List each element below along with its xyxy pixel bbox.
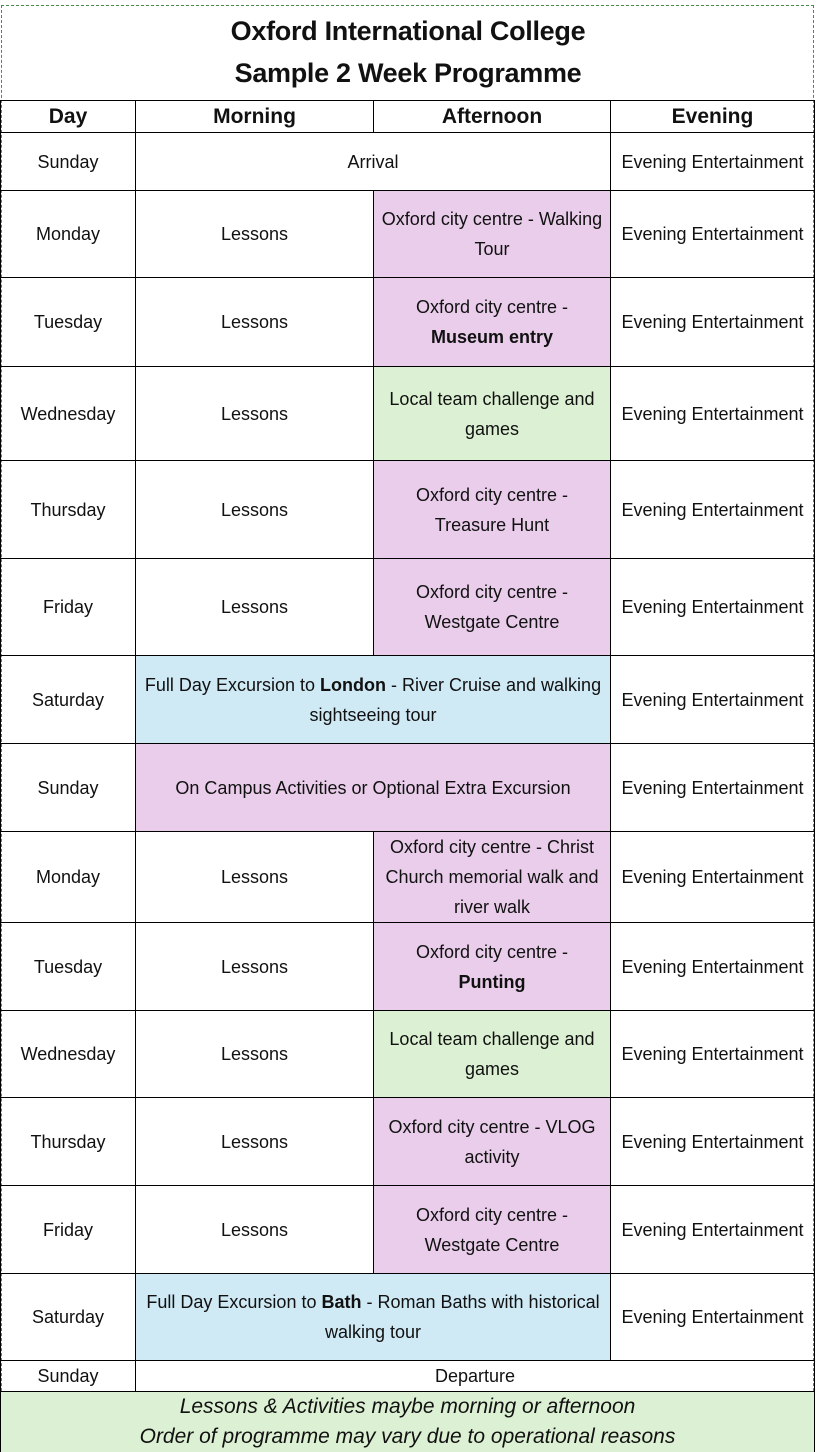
- afternoon-cell: Oxford city centre - Christ Church memorial walk and river walk: [374, 832, 611, 923]
- morning-cell: Lessons: [136, 923, 374, 1011]
- table-row: [1, 656, 815, 744]
- header-afternoon: Afternoon: [374, 101, 611, 133]
- afternoon-cell: [374, 923, 611, 1011]
- evening-cell: Evening Entertainment: [611, 1011, 815, 1098]
- afternoon-cell: Local team challenge and games: [374, 367, 611, 461]
- arrival-cell: Arrival: [136, 133, 611, 191]
- evening-cell: Evening Entertainment: [611, 1098, 815, 1186]
- table-row: [1, 1011, 815, 1098]
- evening-cell: Evening Entertainment: [611, 1274, 815, 1361]
- excursion-text: Full Day Excursion to: [144, 674, 315, 695]
- afternoon-cell: Oxford city centre - Walking Tour: [374, 191, 611, 278]
- day-cell: Monday: [1, 191, 136, 278]
- excursion-destination: Bath: [321, 1292, 362, 1312]
- day-cell: Monday: [1, 832, 136, 923]
- evening-cell: Evening Entertainment: [611, 832, 815, 923]
- evening-cell: Evening Entertainment: [611, 461, 815, 559]
- activities-cell: On Campus Activities or Optional Extra Excursion: [136, 744, 611, 832]
- title-line-2: Sample 2 Week Programme: [234, 58, 582, 88]
- excursion-details: - River Cruise and walking sightseeing tour: [309, 674, 602, 725]
- day-cell: Sunday: [1, 1361, 136, 1392]
- document-title: [0, 10, 816, 94]
- header-row: [1, 101, 815, 133]
- day-cell: Wednesday: [1, 367, 136, 461]
- departure-cell: Departure: [136, 1361, 815, 1392]
- table-row: [1, 923, 815, 1011]
- footer-line-1: Lessons & Activities maybe morning or afternoon: [179, 1395, 636, 1418]
- excursion-cell: [136, 656, 611, 744]
- afternoon-cell: Oxford city centre - VLOG activity: [374, 1098, 611, 1186]
- table-row: [1, 1274, 815, 1361]
- table-row: [1, 1186, 815, 1274]
- afternoon-cell: Oxford city centre - Treasure Hunt: [374, 461, 611, 559]
- table-row: [1, 1361, 815, 1392]
- evening-cell: Evening Entertainment: [611, 1186, 815, 1274]
- evening-cell: Evening Entertainment: [611, 923, 815, 1011]
- header-morning: Morning: [136, 101, 374, 133]
- day-cell: Saturday: [1, 1274, 136, 1361]
- evening-cell: Evening Entertainment: [611, 656, 815, 744]
- morning-cell: Lessons: [136, 1098, 374, 1186]
- afternoon-bold-text: Museum entry: [430, 327, 554, 347]
- title-line-1: Oxford International College: [230, 16, 586, 46]
- table-row: [1, 744, 815, 832]
- evening-cell: Evening Entertainment: [611, 133, 815, 191]
- day-cell: Friday: [1, 559, 136, 656]
- programme-table: [0, 100, 815, 1452]
- day-cell: Sunday: [1, 744, 136, 832]
- table-row: [1, 278, 815, 367]
- excursion-destination: London: [320, 674, 386, 695]
- morning-cell: Lessons: [136, 1186, 374, 1274]
- morning-cell: Lessons: [136, 278, 374, 367]
- afternoon-text: Oxford city centre -: [415, 941, 569, 962]
- afternoon-cell: Local team challenge and games: [374, 1011, 611, 1098]
- afternoon-bold-text: Punting: [458, 971, 526, 992]
- excursion-details: - Roman Baths with historical walking tour: [324, 1292, 600, 1342]
- morning-cell: Lessons: [136, 559, 374, 656]
- table-row: [1, 832, 815, 923]
- day-cell: Tuesday: [1, 923, 136, 1011]
- header-evening: Evening: [611, 101, 815, 133]
- morning-cell: Lessons: [136, 367, 374, 461]
- table-row: [1, 1098, 815, 1186]
- footer-line-2: Order of programme may vary due to operational reasons: [139, 1425, 676, 1448]
- table-row: [1, 461, 815, 559]
- table-row: [1, 559, 815, 656]
- evening-cell: Evening Entertainment: [611, 278, 815, 367]
- morning-cell: Lessons: [136, 832, 374, 923]
- day-cell: Saturday: [1, 656, 136, 744]
- evening-cell: Evening Entertainment: [611, 559, 815, 656]
- day-cell: Wednesday: [1, 1011, 136, 1098]
- footer-row: [1, 1392, 815, 1452]
- day-cell: Friday: [1, 1186, 136, 1274]
- afternoon-cell: Oxford city centre - Westgate Centre: [374, 559, 611, 656]
- morning-cell: Lessons: [136, 191, 374, 278]
- table-row: [1, 191, 815, 278]
- evening-cell: Evening Entertainment: [611, 191, 815, 278]
- day-cell: Thursday: [1, 461, 136, 559]
- day-cell: Tuesday: [1, 278, 136, 367]
- footer-note: [1, 1392, 815, 1452]
- table-row: [1, 133, 815, 191]
- afternoon-text: Oxford city centre -: [415, 297, 569, 317]
- day-cell: Thursday: [1, 1098, 136, 1186]
- evening-cell: Evening Entertainment: [611, 744, 815, 832]
- excursion-text: Full Day Excursion to: [146, 1292, 317, 1312]
- excursion-cell: [136, 1274, 611, 1361]
- header-day: Day: [1, 101, 136, 133]
- day-cell: Sunday: [1, 133, 136, 191]
- afternoon-cell: Oxford city centre - Westgate Centre: [374, 1186, 611, 1274]
- table-row: [1, 367, 815, 461]
- morning-cell: Lessons: [136, 1011, 374, 1098]
- morning-cell: Lessons: [136, 461, 374, 559]
- afternoon-cell: [374, 278, 611, 367]
- evening-cell: Evening Entertainment: [611, 367, 815, 461]
